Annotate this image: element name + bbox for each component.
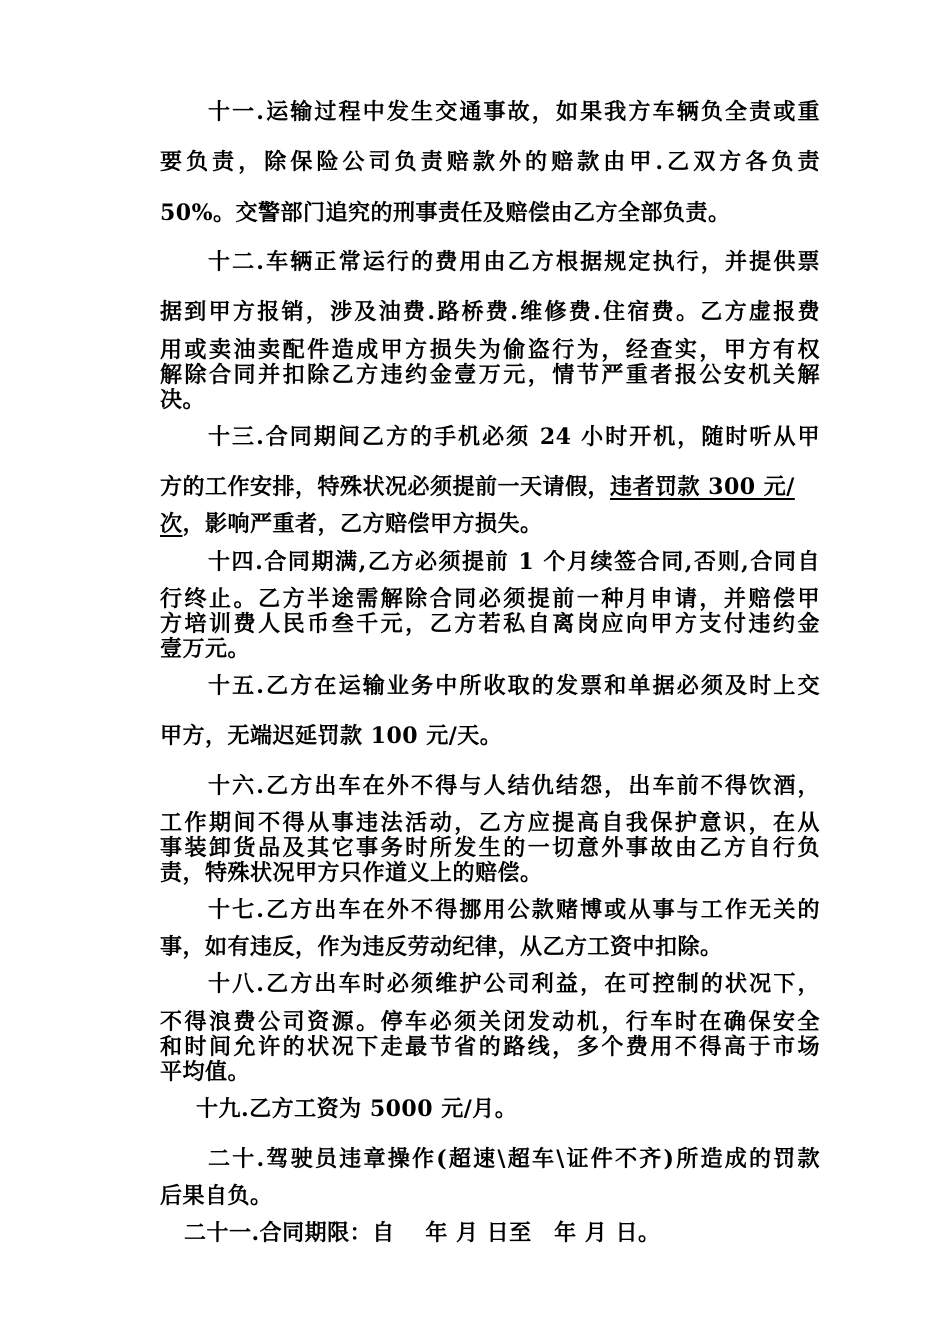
clause-17-line-1: 十七.乙方出车在外不得挪用公款赌博或从事与工作无关的	[208, 897, 820, 923]
clause-11-line-1: 十一.运输过程中发生交通事故，如果我方车辆负全责或重	[208, 99, 820, 125]
clause-16-line-3: 事装卸货品及其它事务时所发生的一切意外事故由乙方自行负	[160, 835, 820, 861]
clause-13-text: 方的工作安排，特殊状况必须提前一天请假，	[160, 474, 611, 500]
clause-12-line-1: 十二.车辆正常运行的费用由乙方根据规定执行，并提供票	[208, 249, 820, 275]
clause-18-line-4: 平均值。	[160, 1059, 251, 1085]
clause-12-line-4: 解除合同并扣除乙方违约金壹万元，情节严重者报公安机关解	[160, 362, 820, 388]
clause-13-line-1: 十三.合同期间乙方的手机必须 24 小时开机，随时听从甲	[208, 424, 820, 450]
clause-18-line-2: 不得浪费公司资源。停车必须关闭发动机，行车时在确保安全	[160, 1009, 820, 1035]
clause-16-line-4: 责，特殊状况甲方只作道义上的赔偿。	[160, 860, 543, 886]
clause-13-text-end: ，影响严重者，乙方赔偿甲方损失。	[182, 511, 543, 537]
clause-12-line-2: 据到甲方报销，涉及油费.路桥费.维修费.住宿费。乙方虚报费	[160, 299, 820, 325]
clause-12-line-5: 决。	[160, 387, 206, 413]
clause-19-line-1: 十九.乙方工资为 5000 元/月。	[196, 1096, 518, 1122]
clause-20-line-1: 二十.驾驶员违章操作(超速\超车\证件不齐)所造成的罚款	[208, 1146, 820, 1172]
clause-20-line-2: 后果自负。	[160, 1183, 273, 1209]
clause-14-line-3: 方培训费人民币叁千元，乙方若私自离岗应向甲方支付违约金	[160, 611, 820, 637]
clause-13-line-3	[160, 512, 820, 536]
clause-14-line-2: 行终止。乙方半途需解除合同必须提前一种月申请，并赔偿甲	[160, 586, 820, 612]
clause-14-line-4: 壹万元。	[160, 636, 251, 662]
clause-21-line-1: 二十一.合同期限：自 年 月 日至 年 月 日。	[184, 1220, 661, 1246]
clause-15-line-2: 甲方，无端迟延罚款 100 元/天。	[160, 723, 503, 749]
clause-17-line-2: 事，如有违反，作为违反劳动纪律，从乙方工资中扣除。	[160, 934, 723, 960]
clause-15-line-1: 十五.乙方在运输业务中所收取的发票和单据必须及时上交	[208, 673, 820, 699]
clause-14-line-1: 十四.合同期满,乙方必须提前 1 个月续签合同,否则,合同自	[208, 549, 820, 575]
clause-13-penalty-unit-underlined: 次	[160, 511, 183, 537]
clause-13-penalty-underlined: 违者罚款 300 元/	[610, 474, 795, 500]
clause-18-line-3: 和时间允许的状况下走最节省的路线，多个费用不得高于市场	[160, 1034, 820, 1060]
clause-18-line-1: 十八.乙方出车时必须维护公司利益，在可控制的状况下，	[208, 971, 820, 997]
clause-12-line-3: 用或卖油卖配件造成甲方损失为偷盗行为，经查实，甲方有权	[160, 337, 820, 363]
clause-11-line-2: 要负责，除保险公司负责赔款外的赔款由甲.乙双方各负责	[160, 149, 820, 175]
clause-13-line-2	[160, 475, 820, 499]
clause-16-line-2: 工作期间不得从事违法活动，乙方应提高自我保护意识，在从	[160, 810, 820, 836]
clause-16-line-1: 十六.乙方出车在外不得与人结仇结怨，出车前不得饮酒，	[208, 773, 820, 799]
clause-11-line-3: 50%。交警部门追究的刑事责任及赔偿由乙方全部负责。	[160, 200, 731, 226]
